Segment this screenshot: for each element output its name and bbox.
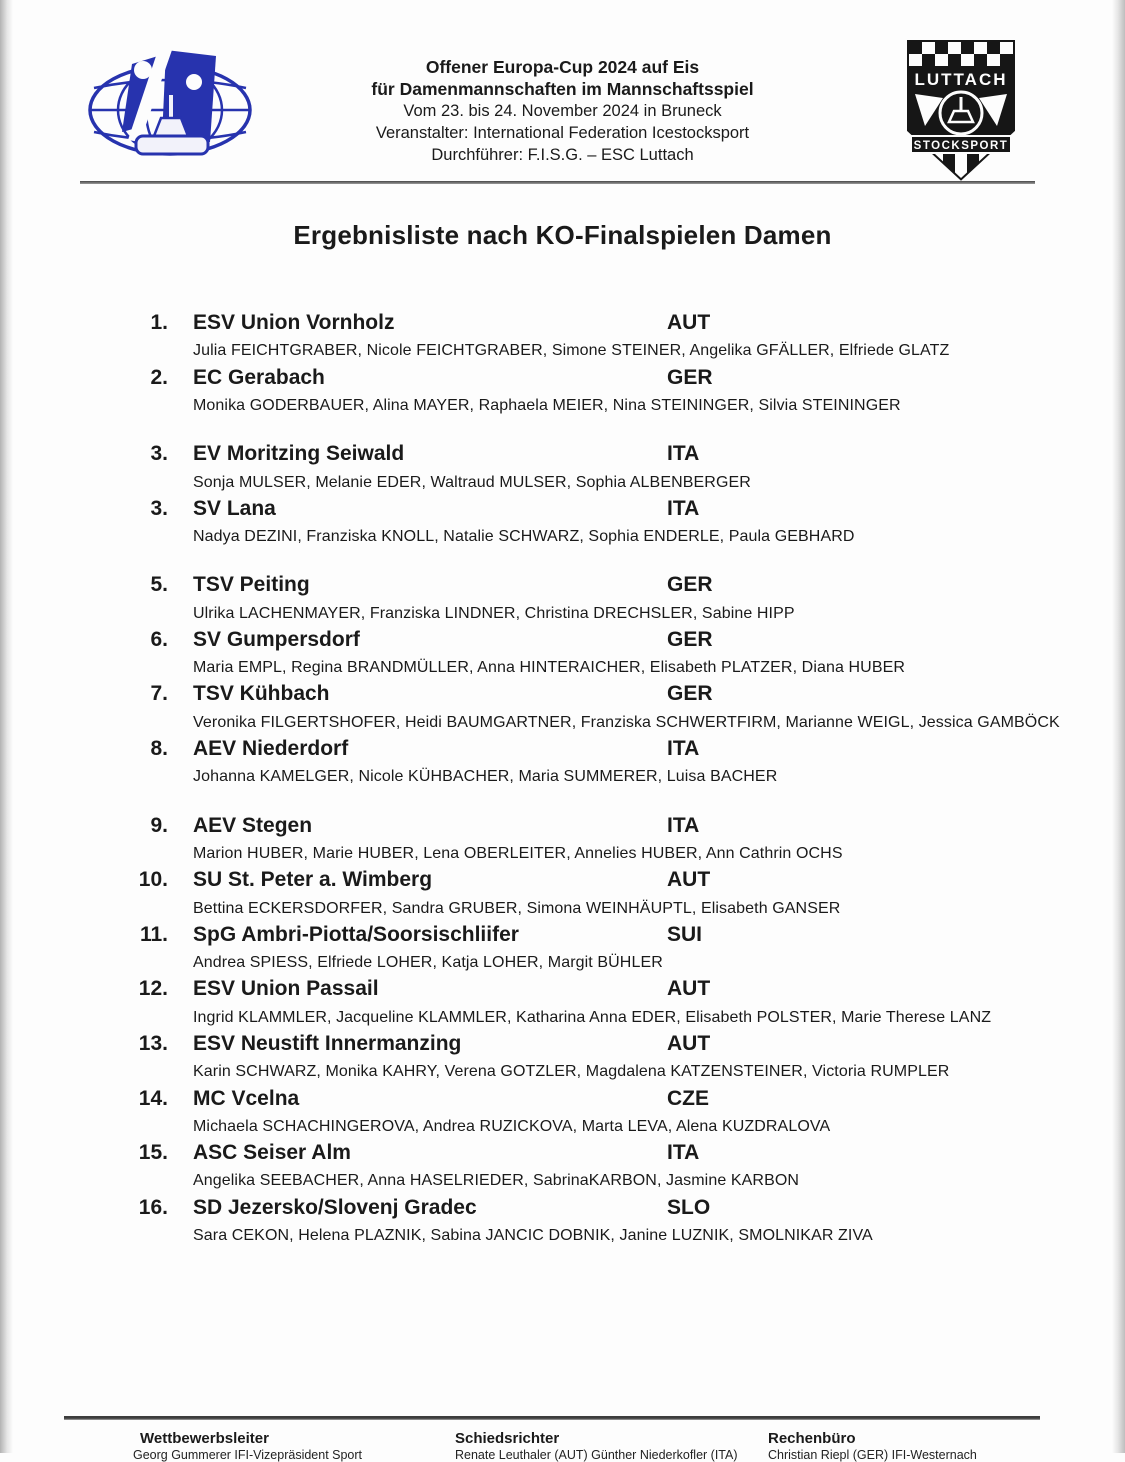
team-name: SpG Ambri-Piotta/Soorsischliifer (193, 922, 519, 946)
rank-number: 3. (150, 442, 168, 466)
country-code: AUT (667, 977, 711, 1001)
rank-number: 5. (150, 573, 168, 597)
team-name: ASC Seiser Alm (193, 1141, 351, 1165)
country-code: ITA (667, 813, 700, 837)
players-line: Ingrid KLAMMLER, Jacqueline KLAMMLER, Katharina Anna EDER, Elisabeth POLSTER, Marie Therese LANZ (193, 1008, 992, 1026)
players-line: Monika GODERBAUER, Alina MAYER, Raphaela MEIER, Nina STEININGER, Silvia STEININGER (193, 396, 901, 414)
country-code: GER (667, 682, 713, 706)
result-entry (127, 366, 1067, 421)
country-code: GER (667, 627, 713, 651)
rank-number: 3. (150, 496, 168, 520)
event-host-line: Durchführer: F.I.S.G. – ESC Luttach (431, 146, 694, 164)
stocksport-label: STOCKSPORT (913, 140, 1009, 152)
country-code: CZE (667, 1086, 709, 1110)
result-entry (127, 442, 1067, 497)
result-entry (127, 977, 1067, 1032)
players-line: Bettina ECKERSDORFER, Sandra GRUBER, Simona WEINHÄUPTL, Elisabeth GANSER (193, 899, 841, 917)
rank-number: 12. (138, 977, 168, 1001)
country-code: ITA (667, 737, 700, 761)
header-divider (80, 181, 1035, 184)
event-title-line1: Offener Europa-Cup 2024 auf Eis (425, 57, 700, 77)
team-name: SV Lana (193, 496, 276, 520)
country-code: ITA (667, 1141, 700, 1165)
players-line: Julia FEICHTGRABER, Nicole FEICHTGRABER, Simone STEINER, Angelika GFÄLLER, Elfriede GLATZ (193, 342, 950, 360)
country-code: GER (667, 573, 713, 597)
players-line: Andrea SPIESS, Elfriede LOHER, Katja LOHER, Margit BÜHLER (193, 954, 663, 972)
rank-number: 1. (150, 311, 168, 334)
players-line: Johanna KAMELGER, Nicole KÜHBACHER, Maria SUMMERER, Luisa BACHER (193, 768, 778, 786)
footer-detail-partial: Georg Gummerer IFI-Vizepräsident Sport (133, 1448, 363, 1462)
team-name: TSV Kühbach (193, 682, 330, 706)
footer-divider (64, 1416, 1040, 1420)
result-entry (127, 1032, 1067, 1087)
footer-heading-rechenbuero: Rechenbüro (768, 1430, 856, 1447)
rank-number: 16. (138, 1195, 168, 1219)
rank-number: 13. (138, 1031, 168, 1055)
footer-detail-partial: Renate Leuthaler (AUT) Günther Niederkofler (ITA) (455, 1448, 738, 1462)
team-name: SU St. Peter a. Wimberg (193, 868, 433, 892)
country-code: GER (667, 365, 713, 389)
team-name: SD Jezersko/Slovenj Gradec (193, 1195, 477, 1219)
result-entry (127, 868, 1067, 923)
result-entry (127, 497, 1067, 552)
result-entry (127, 311, 1067, 366)
team-name: EC Gerabach (193, 365, 325, 389)
footer-heading-wettbewerbsleiter: Wettbewerbsleiter (140, 1430, 269, 1447)
results-list (127, 311, 1067, 1250)
scan-edge-left (0, 0, 13, 1453)
result-entry (127, 573, 1067, 628)
players-line: Ulrika LACHENMAYER, Franziska LINDNER, Christina DRECHSLER, Sabine HIPP (193, 604, 795, 622)
rank-number: 11. (139, 922, 168, 946)
result-entry (127, 814, 1067, 869)
result-entry (127, 1141, 1067, 1196)
scan-edge-right (1112, 0, 1125, 1453)
team-name: SV Gumpersdorf (193, 627, 360, 651)
players-line: Sonja MULSER, Melanie EDER, Waltraud MULSER, Sophia ALBENBERGER (193, 473, 751, 491)
team-name: TSV Peiting (193, 573, 310, 597)
rank-number: 6. (150, 627, 168, 651)
rank-number: 9. (150, 813, 168, 837)
players-line: Marion HUBER, Marie HUBER, Lena OBERLEITER, Annelies HUBER, Ann Cathrin OCHS (193, 845, 843, 863)
players-line: Michaela SCHACHINGEROVA, Andrea RUZICKOVA, Marta LEVA, Alena KUZDRALOVA (193, 1117, 831, 1135)
luttach-stocksport-logo (895, 38, 1027, 184)
event-date-line: Vom 23. bis 24. November 2024 in Bruneck (403, 102, 722, 120)
country-code: SUI (667, 922, 703, 946)
rank-number: 7. (150, 682, 168, 706)
rank-number: 15. (138, 1141, 168, 1165)
result-entry (127, 923, 1067, 978)
players-line: Veronika FILGERTSHOFER, Heidi BAUMGARTNER, Franziska SCHWERTFIRM, Marianne WEIGL, Jessica GAMBÖCK (193, 713, 1060, 731)
team-name: ESV Union Passail (193, 977, 379, 1001)
players-line: Angelika SEEBACHER, Anna HASELRIEDER, SabrinaKARBON, Jasmine KARBON (193, 1172, 800, 1190)
rank-number: 14. (138, 1086, 168, 1110)
rank-number: 10. (138, 868, 168, 892)
result-entry (127, 1087, 1067, 1142)
country-code: AUT (667, 311, 711, 334)
event-title-line2: für Damenmannschaften im Mannschaftsspiel (371, 79, 754, 99)
event-organizer-line: Veranstalter: International Federation Icestocksport (375, 124, 750, 142)
team-name: MC Vcelna (193, 1086, 300, 1110)
country-code: AUT (667, 1031, 711, 1055)
country-code: ITA (667, 442, 700, 466)
result-entry (127, 682, 1067, 737)
result-entry (127, 628, 1067, 683)
players-line: Maria EMPL, Regina BRANDMÜLLER, Anna HINTERAICHER, Elisabeth PLATZER, Diana HUBER (193, 659, 906, 677)
country-code: AUT (667, 868, 711, 892)
result-entry (127, 1196, 1067, 1251)
team-name: ESV Union Vornholz (193, 311, 395, 334)
footer-detail-partial: Christian Riepl (GER) IFI-Westernach (768, 1448, 977, 1462)
country-code: SLO (667, 1195, 711, 1219)
players-line: Sara CEKON, Helena PLAZNIK, Sabina JANCIC DOBNIK, Janine LUZNIK, SMOLNIKAR ZIVA (193, 1227, 873, 1245)
team-name: EV Moritzing Seiwald (193, 442, 405, 466)
team-name: ESV Neustift Innermanzing (193, 1031, 462, 1055)
result-entry (127, 737, 1067, 792)
team-name: AEV Niederdorf (193, 737, 349, 761)
players-line: Karin SCHWARZ, Monika KAHRY, Verena GOTZLER, Magdalena KATZENSTEINER, Victoria RUMPLER (193, 1063, 950, 1081)
rank-number: 8. (150, 737, 168, 761)
rank-number: 2. (150, 365, 168, 389)
footer-heading-schiedsrichter: Schiedsrichter (455, 1430, 560, 1447)
country-code: ITA (667, 496, 700, 520)
team-name: AEV Stegen (193, 813, 313, 837)
players-line: Nadya DEZINI, Franziska KNOLL, Natalie SCHWARZ, Sophia ENDERLE, Paula GEBHARD (193, 528, 855, 546)
page-title: Ergebnisliste nach KO-Finalspielen Damen (293, 220, 832, 250)
luttach-label: LUTTACH (914, 70, 1008, 89)
